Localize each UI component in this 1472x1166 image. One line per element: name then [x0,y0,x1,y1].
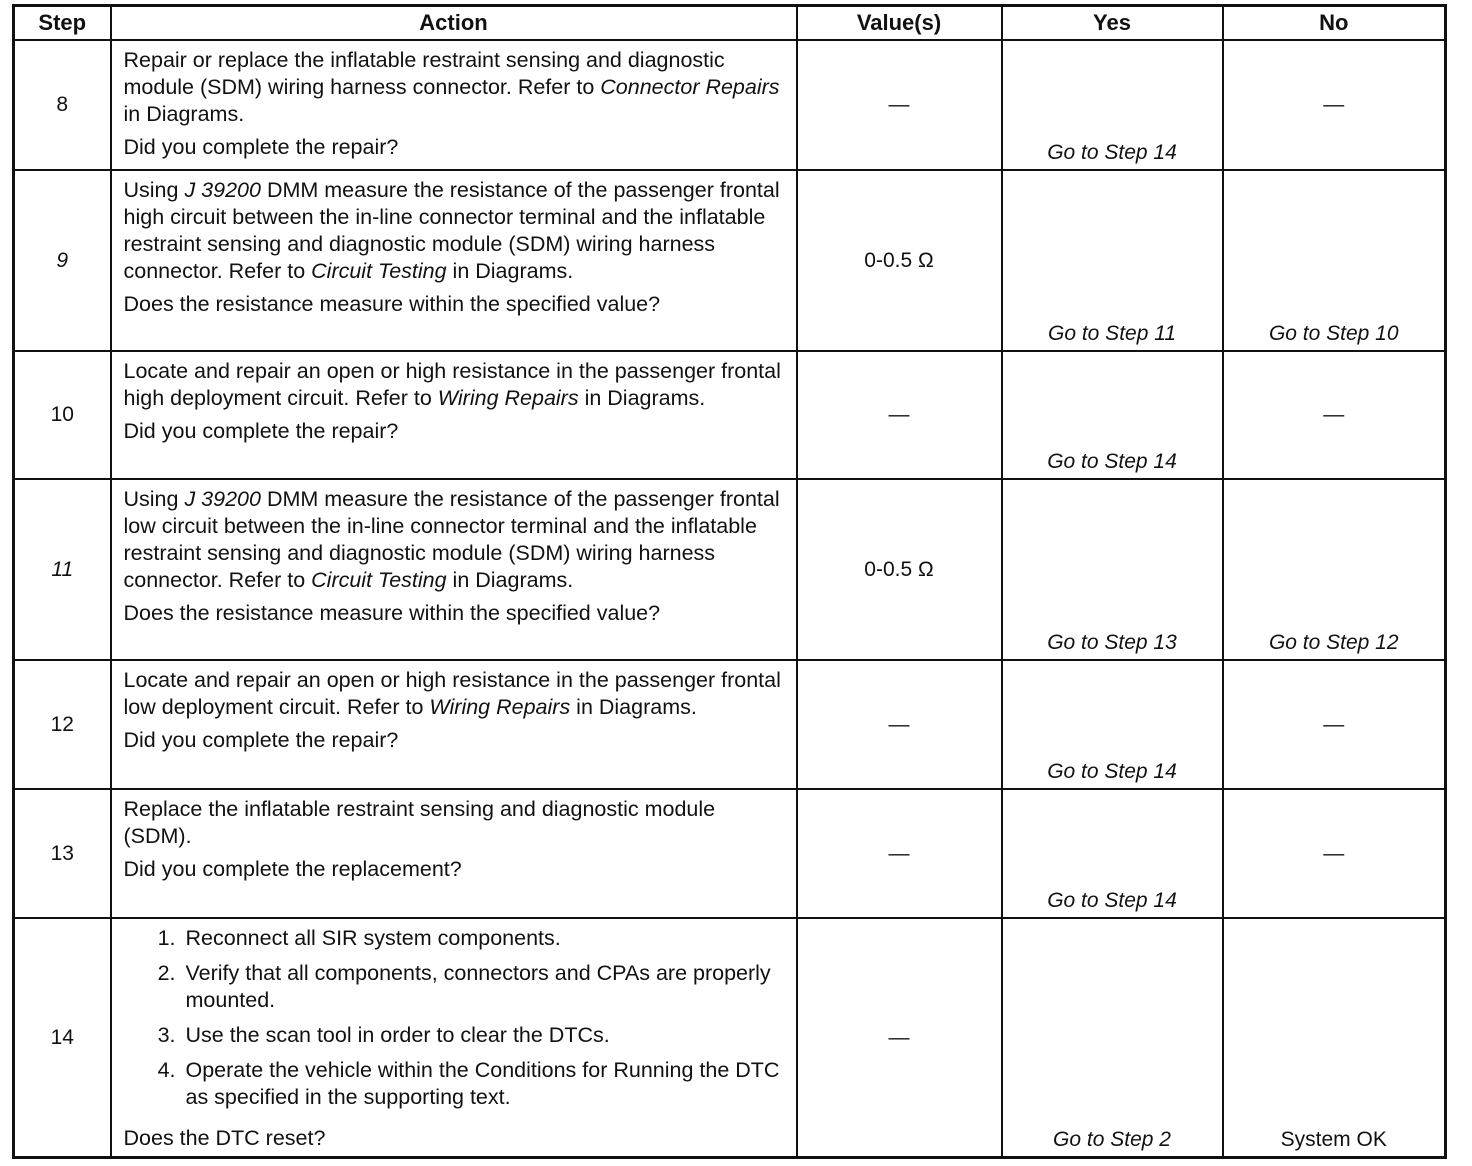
action-cell [111,40,797,170]
action-text [124,177,788,285]
yes-action: Go to Step 14 [1047,760,1177,783]
action-tool-reference: J 39200 [184,487,261,511]
action-text-part: DMM measure the resistance of the passenger frontal low circuit between the in-line connector terminal and the inflatable restraint sensing and diagnostic module (SDM) wiring harness connector. Refer to [123,487,780,592]
action-text-part: in Diagrams. [446,259,574,283]
step-number: 9 [14,170,111,351]
action-question: Did you complete the repair? [123,728,399,752]
action-reference: Connector Repairs [600,75,780,99]
list-item: 4. Operate the vehicle within the Conditions for Running the DTC as specified in the supporting text. [182,1057,788,1111]
action-cell [111,660,797,789]
action-cell [111,789,797,918]
action-question: Did you complete the repair? [123,135,399,159]
action-question: Does the resistance measure within the specified value? [123,292,661,316]
list-item: 2. Verify that all components, connectors and CPAs are properly mounted. [182,960,788,1014]
no-action: Go to Step 10 [1268,322,1399,345]
step-number: 8 [14,40,111,170]
action-reference: Wiring Repairs [429,695,571,719]
action-cell [111,351,797,479]
no-cell [1223,918,1446,1158]
no-cell [1223,479,1446,660]
action-text-part: Repair or replace the inflatable restraint sensing and diagnostic module (SDM) wiring harness connector. Refer to [123,48,725,99]
no-action: System OK [1280,1128,1387,1151]
action-text [124,667,788,721]
action-question: Did you complete the repair? [123,419,399,443]
no-cell: — [1223,660,1446,789]
action-question: Does the resistance measure within the specified value? [123,601,661,625]
action-text [124,796,788,850]
diagnostic-table [12,4,1447,1159]
header-no: No [1223,6,1446,41]
list-item: 1. Reconnect all SIR system components. [182,925,788,952]
action-text [124,47,788,128]
yes-cell [1002,351,1223,479]
table-row [14,351,1446,479]
action-reference: Wiring Repairs [437,386,579,410]
action-text-part: DMM measure the resistance of the passenger frontal high circuit between the in-line connector terminal and the inflatable restraint sensing and diagnostic module (SDM) wiring harness connector. Refer to [123,178,780,283]
table-row [14,40,1446,170]
yes-cell [1002,40,1223,170]
header-yes: Yes [1002,6,1223,41]
step-number: 13 [14,789,111,918]
table-row [14,170,1446,351]
header-action: Action [111,6,797,41]
yes-action: Go to Step 2 [1053,1128,1171,1151]
list-item: 3. Use the scan tool in order to clear the DTCs. [182,1022,788,1049]
step-number: 14 [14,918,111,1158]
action-question: Did you complete the replacement? [123,857,462,881]
header-values: Value(s) [797,6,1002,41]
table-row [14,479,1446,660]
action-tool-reference: J 39200 [184,178,261,202]
table-header-row [14,6,1446,41]
yes-action: Go to Step 13 [1047,631,1177,654]
action-text-part: Locate and repair an open or high resistance in the passenger frontal high deployment circuit. Refer to [123,359,781,410]
no-cell: — [1223,40,1446,170]
value-cell: 0-0.5 Ω [797,170,1002,351]
action-text [124,358,788,412]
no-cell: — [1223,351,1446,479]
action-question: Does the DTC reset? [123,1126,326,1150]
header-step: Step [14,6,111,41]
table-row [14,660,1446,789]
table-row [14,789,1446,918]
action-text-part: Using [123,487,185,511]
diagnostic-document [12,4,1447,1159]
step-number: 11 [14,479,111,660]
yes-cell [1002,918,1223,1158]
step-number: 10 [14,351,111,479]
yes-cell [1002,660,1223,789]
table-row [14,918,1446,1158]
value-cell: — [797,660,1002,789]
yes-cell [1002,170,1223,351]
value-cell: 0-0.5 Ω [797,479,1002,660]
action-text-part: in Diagrams. [446,568,574,592]
action-text-part: Using [123,178,185,202]
no-action: Go to Step 12 [1268,631,1399,654]
value-cell: — [797,351,1002,479]
yes-action: Go to Step 11 [1047,322,1177,345]
action-cell [111,918,797,1158]
action-text [124,486,788,594]
action-cell [111,479,797,660]
value-cell: — [797,918,1002,1158]
action-text-part: Locate and repair an open or high resistance in the passenger frontal low deployment circuit. Refer to [123,668,781,719]
action-cell [111,170,797,351]
action-text-part: in Diagrams. [123,102,245,126]
yes-cell [1002,789,1223,918]
no-cell: — [1223,789,1446,918]
value-cell: — [797,40,1002,170]
action-reference: Circuit Testing [311,259,447,283]
yes-action: Go to Step 14 [1047,889,1177,912]
no-cell [1223,170,1446,351]
step-number: 12 [14,660,111,789]
action-reference: Circuit Testing [311,568,447,592]
action-text-part: in Diagrams. [570,695,697,719]
procedure-list [124,925,788,1119]
yes-action: Go to Step 14 [1047,141,1177,164]
action-text-part: Replace the inflatable restraint sensing and diagnostic module (SDM). [123,797,716,848]
action-text-part: in Diagrams. [578,386,706,410]
value-cell: — [797,789,1002,918]
yes-action: Go to Step 14 [1047,450,1177,473]
yes-cell [1002,479,1223,660]
